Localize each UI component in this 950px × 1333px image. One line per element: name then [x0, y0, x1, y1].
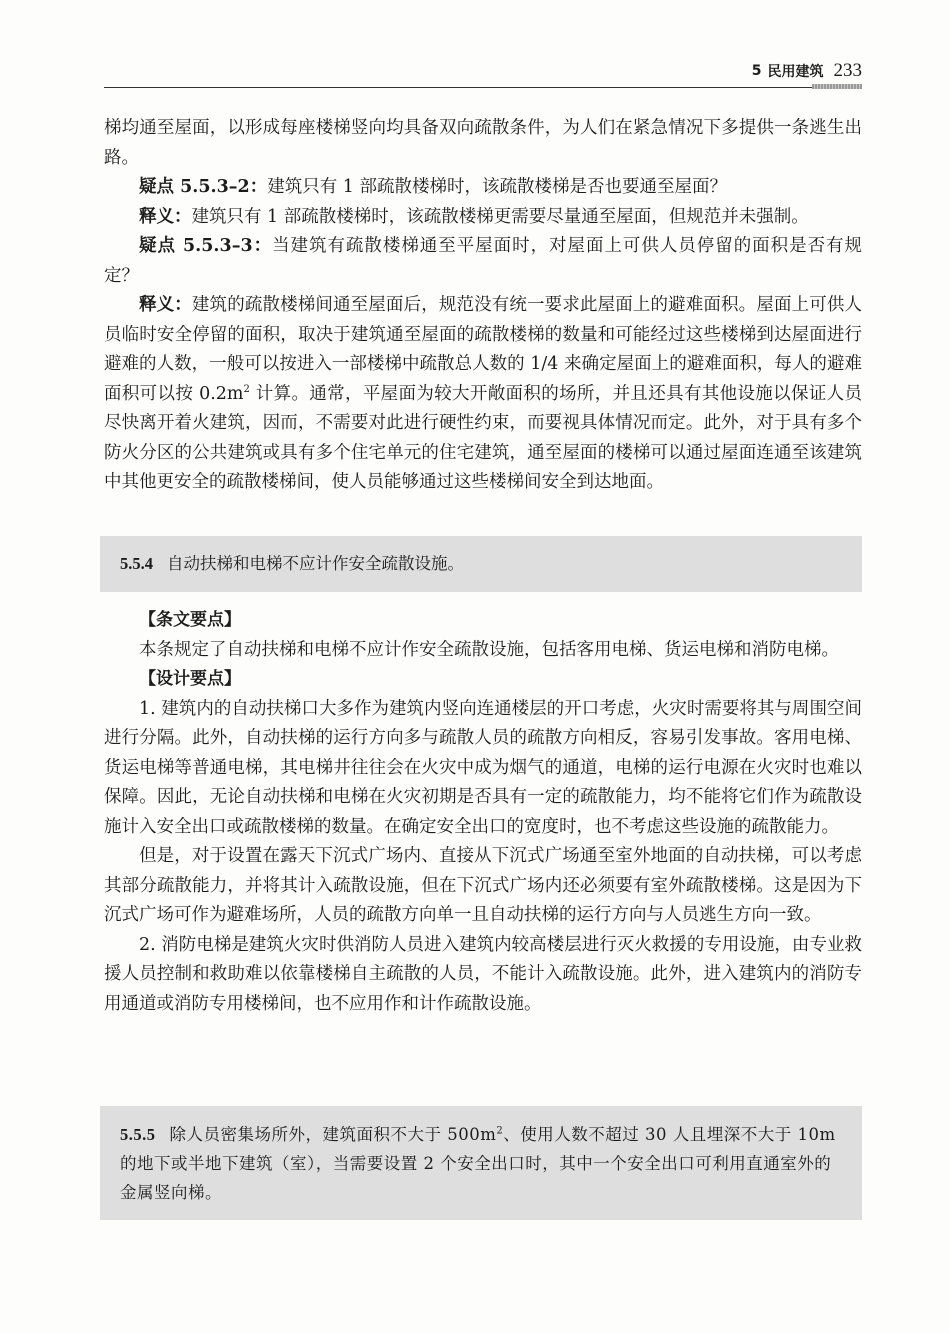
answer-5-5-3-3	[104, 291, 862, 498]
clause-text-part-2: 、使用人数不超过 30 人且埋深不大于 10m 的地下或半地下建筑（室），当需要设置 2 个安全出口时，其中一个安全出口可利用直通室外的金属竖向梯。	[120, 1125, 836, 1202]
clause-points-text: 本条规定了自动扶梯和电梯不应计作安全疏散设施，包括客用电梯、货运电梯和消防电梯。	[139, 639, 839, 660]
superscript: 2	[496, 1125, 504, 1137]
clause-text-part-1: 除人员密集场所外，建筑面积不大于 500m	[169, 1125, 497, 1144]
answer-text-part-2: 计算。通常，平屋面为较大开敞面积的场所，并且还具有其他设施以保证人员尽快离开着火建筑，因而，不需要对此进行硬性约束，而要视具体情况而定。此外，对于具有多个防火分区的公共建筑或具有多个住宅单元的住宅建筑，通至屋面的楼梯可以通过屋面连通至该建筑中其他更安全的疏散楼梯间，使人员能够通过这些楼梯间安全到达地面。	[104, 383, 862, 492]
running-header	[104, 60, 862, 84]
chapter-number: 5	[751, 63, 762, 79]
answer-5-5-3-2	[104, 203, 862, 233]
question-text: 建筑只有 1 部疏散楼梯时，该疏散楼梯是否也要通至屋面？	[267, 177, 727, 197]
question-5-5-3-3	[104, 232, 862, 291]
answer-text-part-1: 建筑的疏散楼梯间通至屋面后，规范没有统一要求此屋面上的避难面积。屋面上可供人员临时安全停留的面积，取决于建筑通至屋面的疏散楼梯的数量和可能经过这些楼梯到达屋面进行避难的人数，一般可以按进入一部楼梯中疏散总人数的 1/4 来确定屋面上的避难面积，每人的避难面积可以按 0.2m	[104, 295, 863, 404]
body-block-1	[104, 114, 862, 498]
design-point-1-continued: 但是，对于设置在露天下沉式广场内、直接从下沉式广场通至室外地面的自动扶梯，可以考虑其部分疏散能力，并将其计入疏散设施，但在下沉式广场内还必须要有室外疏散楼梯。这是因为下沉式广场可作为避难场所，人员的疏散方向单一且自动扶梯的运行方向与人员逃生方向一致。	[104, 846, 862, 925]
header-rule	[104, 87, 812, 88]
clause-number: 5.5.4	[120, 554, 153, 573]
design-point-1: 1. 建筑内的自动扶梯口大多作为建筑内竖向连通楼层的开口考虑，火灾时需要将其与周围空间进行分隔。此外，自动扶梯的运行方向多与疏散人员的疏散方向相反，容易引发事故。客用电梯、货运电梯等普通电梯，其电梯井往往会在火灾中成为烟气的通道，电梯的运行电源在火灾时也难以保障。因此，无论自动扶梯和电梯在火灾初期是否具有一定的疏散能力，均不能将它们作为疏散设施计入安全出口或疏散楼梯的数量。在确定安全出口的宽度时，也不考虑这些设施的疏散能力。	[104, 698, 862, 837]
question-text: 当建筑有疏散楼梯通至平屋面时，对屋面上可供人员停留的面积是否有规定？	[104, 236, 862, 286]
question-label: 疑点 5.5.3–2：	[139, 177, 268, 197]
clause-text: 自动扶梯和电梯不应计作安全疏散设施。	[167, 554, 464, 573]
answer-text: 建筑只有 1 部疏散楼梯时，该疏散楼梯更需要尽量通至屋面，但规范并未强制。	[191, 206, 809, 227]
question-5-5-3-2	[104, 173, 862, 203]
design-point-2: 2. 消防电梯是建筑火灾时供消防人员进入建筑内较高楼层进行灭火救援的专用设施，由专业救援人员控制和救助难以依靠楼梯自主疏散的人员，不能计入疏散设施。此外，进入建筑内的消防专用通道或消防专用楼梯间，也不应用作和计作疏散设施。	[104, 934, 862, 1014]
answer-label: 释义：	[139, 295, 192, 315]
body-block-2	[104, 606, 862, 1019]
page-number: 233	[833, 60, 862, 81]
header-rule-accent	[812, 84, 862, 89]
clause-5-5-4-box	[100, 536, 862, 592]
clause-points-heading: 【条文要点】	[139, 610, 241, 630]
chapter-title: 民用建筑	[767, 64, 824, 80]
superscript: 2	[243, 383, 250, 395]
question-label: 疑点 5.5.3–3：	[139, 236, 273, 256]
clause-number: 5.5.5	[120, 1125, 156, 1144]
continuation-paragraph: 梯均通至屋面，以形成每座楼梯竖向均具备双向疏散条件，为人们在紧急情况下多提供一条逃生出路。	[104, 118, 862, 168]
design-points-heading: 【设计要点】	[139, 669, 241, 689]
clause-5-5-5-box	[100, 1106, 862, 1220]
answer-label: 释义：	[139, 206, 192, 227]
